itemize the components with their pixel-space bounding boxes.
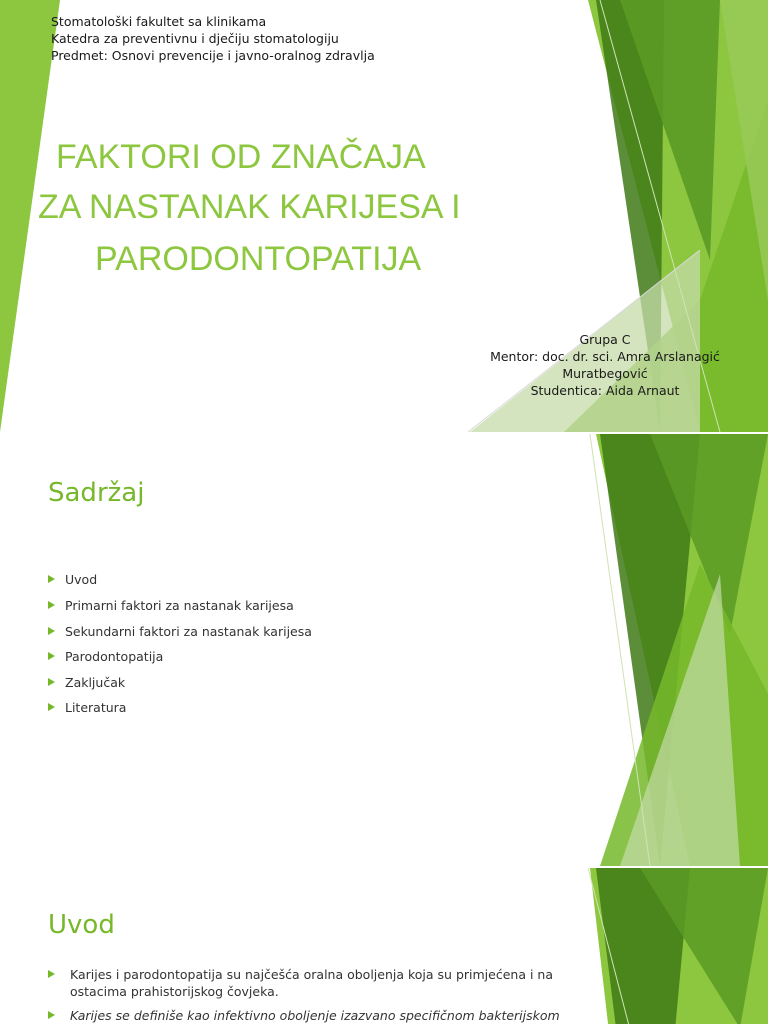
triangle-bullet-icon (48, 575, 55, 583)
mentor-surname: Muratbegović (562, 366, 648, 381)
department-name: Katedra za preventivnu i dječiju stomatologiju (51, 31, 339, 46)
title-line-3: PARODONTOPATIJA (95, 240, 422, 278)
triangle-bullet-icon (48, 703, 55, 711)
contents-slide (0, 434, 768, 866)
title-line-2: ZA NASTANAK KARIJESA I (38, 188, 461, 226)
list-item: Zaključak (48, 675, 125, 690)
list-item: Karijes i parodontopatija su najčešća oralna oboljenja koja su primjećena i na ostacima prahistorijskog čovjeka. (48, 966, 568, 1000)
list-item: Uvod (48, 572, 97, 587)
faculty-name: Stomatološki fakultet sa klinikama (51, 14, 267, 29)
triangle-bullet-icon (48, 652, 55, 660)
list-item: Karijes se definiše kao infektivno oboljenje izazvano specifičnom bakterijskom (48, 1007, 568, 1024)
list-item: Sekundarni faktori za nastanak karijesa (48, 624, 312, 639)
triangle-bullet-icon (48, 601, 55, 609)
triangle-bullet-icon (48, 678, 55, 686)
triangle-bullet-icon (48, 627, 55, 635)
list-item: Parodontopatija (48, 649, 163, 664)
student-label: Studentica: Aida Arnaut (530, 383, 680, 398)
title-slide (0, 0, 768, 432)
title-line-1: FAKTORI OD ZNAČAJA (56, 138, 426, 176)
triangle-bullet-icon (48, 970, 55, 978)
list-item: Primarni faktori za nastanak karijesa (48, 598, 294, 613)
course-name: Predmet: Osnovi prevencije i javno-oralnog zdravlja (51, 48, 375, 63)
contents-title: Sadržaj (48, 478, 145, 508)
intro-title: Uvod (48, 910, 115, 940)
triangle-bullet-icon (48, 1011, 55, 1019)
decorative-triangles (0, 868, 768, 1024)
group-label: Grupa C (579, 332, 631, 347)
mentor-label: Mentor: doc. dr. sci. Amra Arslanagić (490, 349, 720, 364)
intro-slide (0, 868, 768, 1024)
list-item: Literatura (48, 700, 126, 715)
